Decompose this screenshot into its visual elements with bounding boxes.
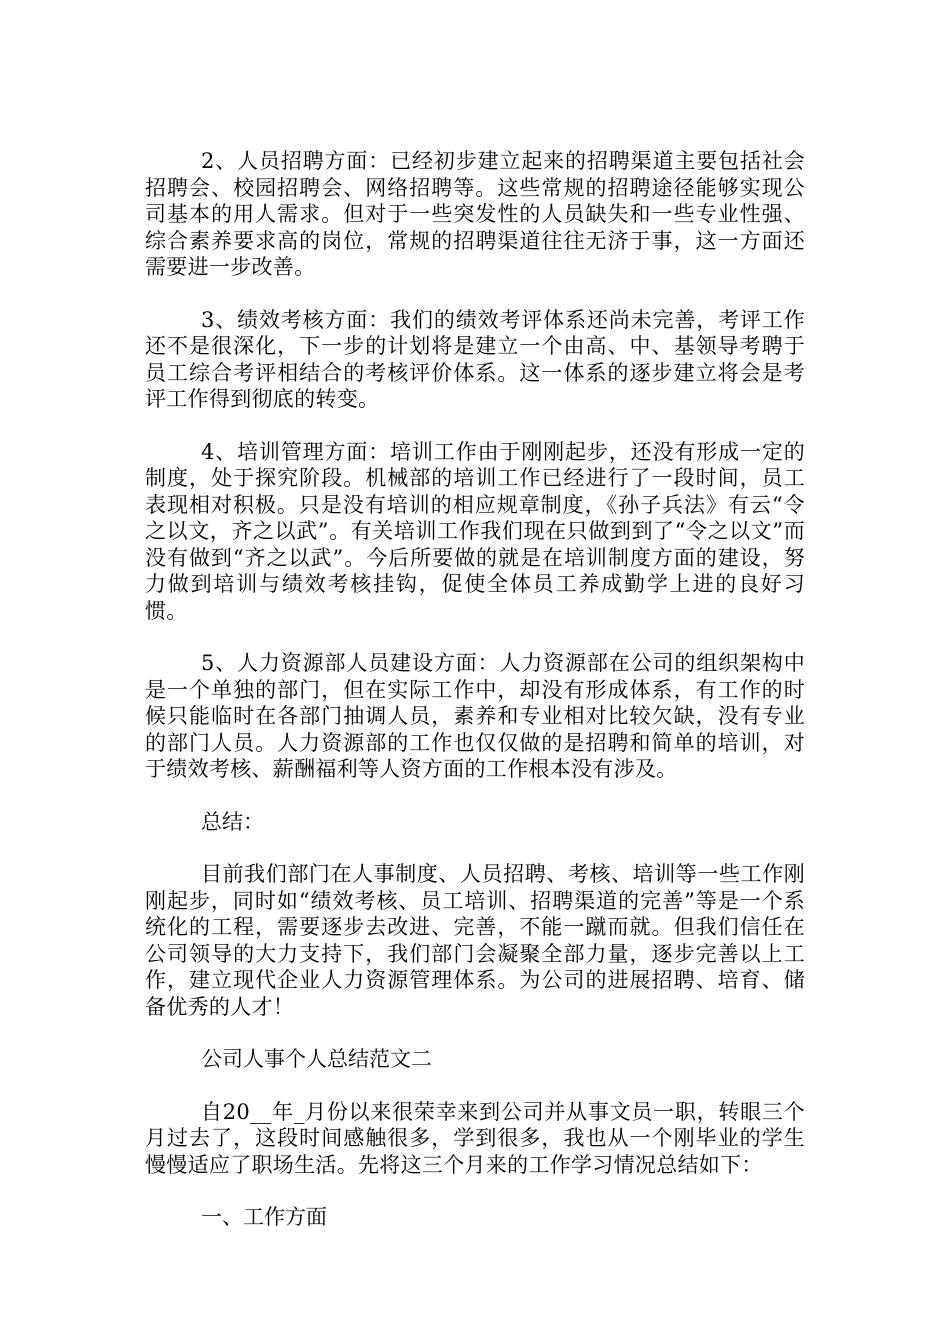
section-title: 公司人事个人总结范文二 — [201, 1047, 432, 1071]
paragraph-training: 4、培训管理方面：培训工作由于刚刚起步，还没有形成一定的制度，处于探究阶段。机械部的培训工作已经进行了一段时间，员工表现相对积极。只是没有培训的相应规章制度，《孙子兵法》有云“令之以文，齐之以武”。有关培训工作我们现在只做到到了“令之以文”而没有做到“齐之以武”。今后所要做的就是在培训制度方面的建设，努力做到培训与绩效考核挂钩，促使全体员工养成勤学上进的良好习惯。 — [145, 439, 805, 623]
paragraph-recruitment: 2、人员招聘方面：已经初步建立起来的招聘渠道主要包括社会招聘会、校园招聘会、网络招聘等。这些常规的招聘途径能够实现公司基本的用人需求。但对于一些突发性的人员缺失和一些专业性强、综合素养要求高的岗位，常规的招聘渠道往往无济于事，这一方面还需要进一步改善。 — [145, 149, 805, 279]
summary-paragraph: 目前我们部门在人事制度、人员招聘、考核、培训等一些工作刚刚起步，同时如“绩效考核、员工培训、招聘渠道的完善”等是一个系统化的工程，需要逐步去改进、完善，不能一蹴而就。但我们信任在公司领导的大力支持下，我们部门会凝聚全部力量，逐步完善以上工作，建立现代企业人力资源管理体系。为公司的进展招聘、培育、储备优秀的人才！ — [145, 862, 805, 1019]
paragraph-performance: 3、绩效考核方面：我们的绩效考评体系还尚未完善，考评工作还不是很深化，下一步的计划将是建立一个由高、中、基领导考聘于员工综合考评相结合的考核评价体系。这一体系的逐步建立将会是考评工作得到彻底的转变。 — [145, 307, 805, 411]
subsection-title: 一、工作方面 — [201, 1205, 327, 1229]
summary-heading: 总结： — [201, 809, 264, 834]
paragraph-hr-staffing: 5、人力资源部人员建设方面：人力资源部在公司的组织架构中是一个单独的部门，但在实际工作中，却没有形成体系，有工作的时候只能临时在各部门抽调人员，素养和专业相对比较欠缺，没有专业的部门人员。人力资源部的工作也仅仅做的是招聘和简单的培训，对于绩效考核、薪酬福利等人资方面的工作根本没有涉及。 — [145, 651, 805, 781]
intro-paragraph: 自20__年_月份以来很荣幸来到公司并从事文员一职，转眼三个月过去了，这段时间感触很多，学到很多，我也从一个刚毕业的学生慢慢适应了职场生活。先将这三个月来的工作学习情况总结如下： — [145, 1099, 805, 1177]
document-body — [145, 148, 805, 1257]
